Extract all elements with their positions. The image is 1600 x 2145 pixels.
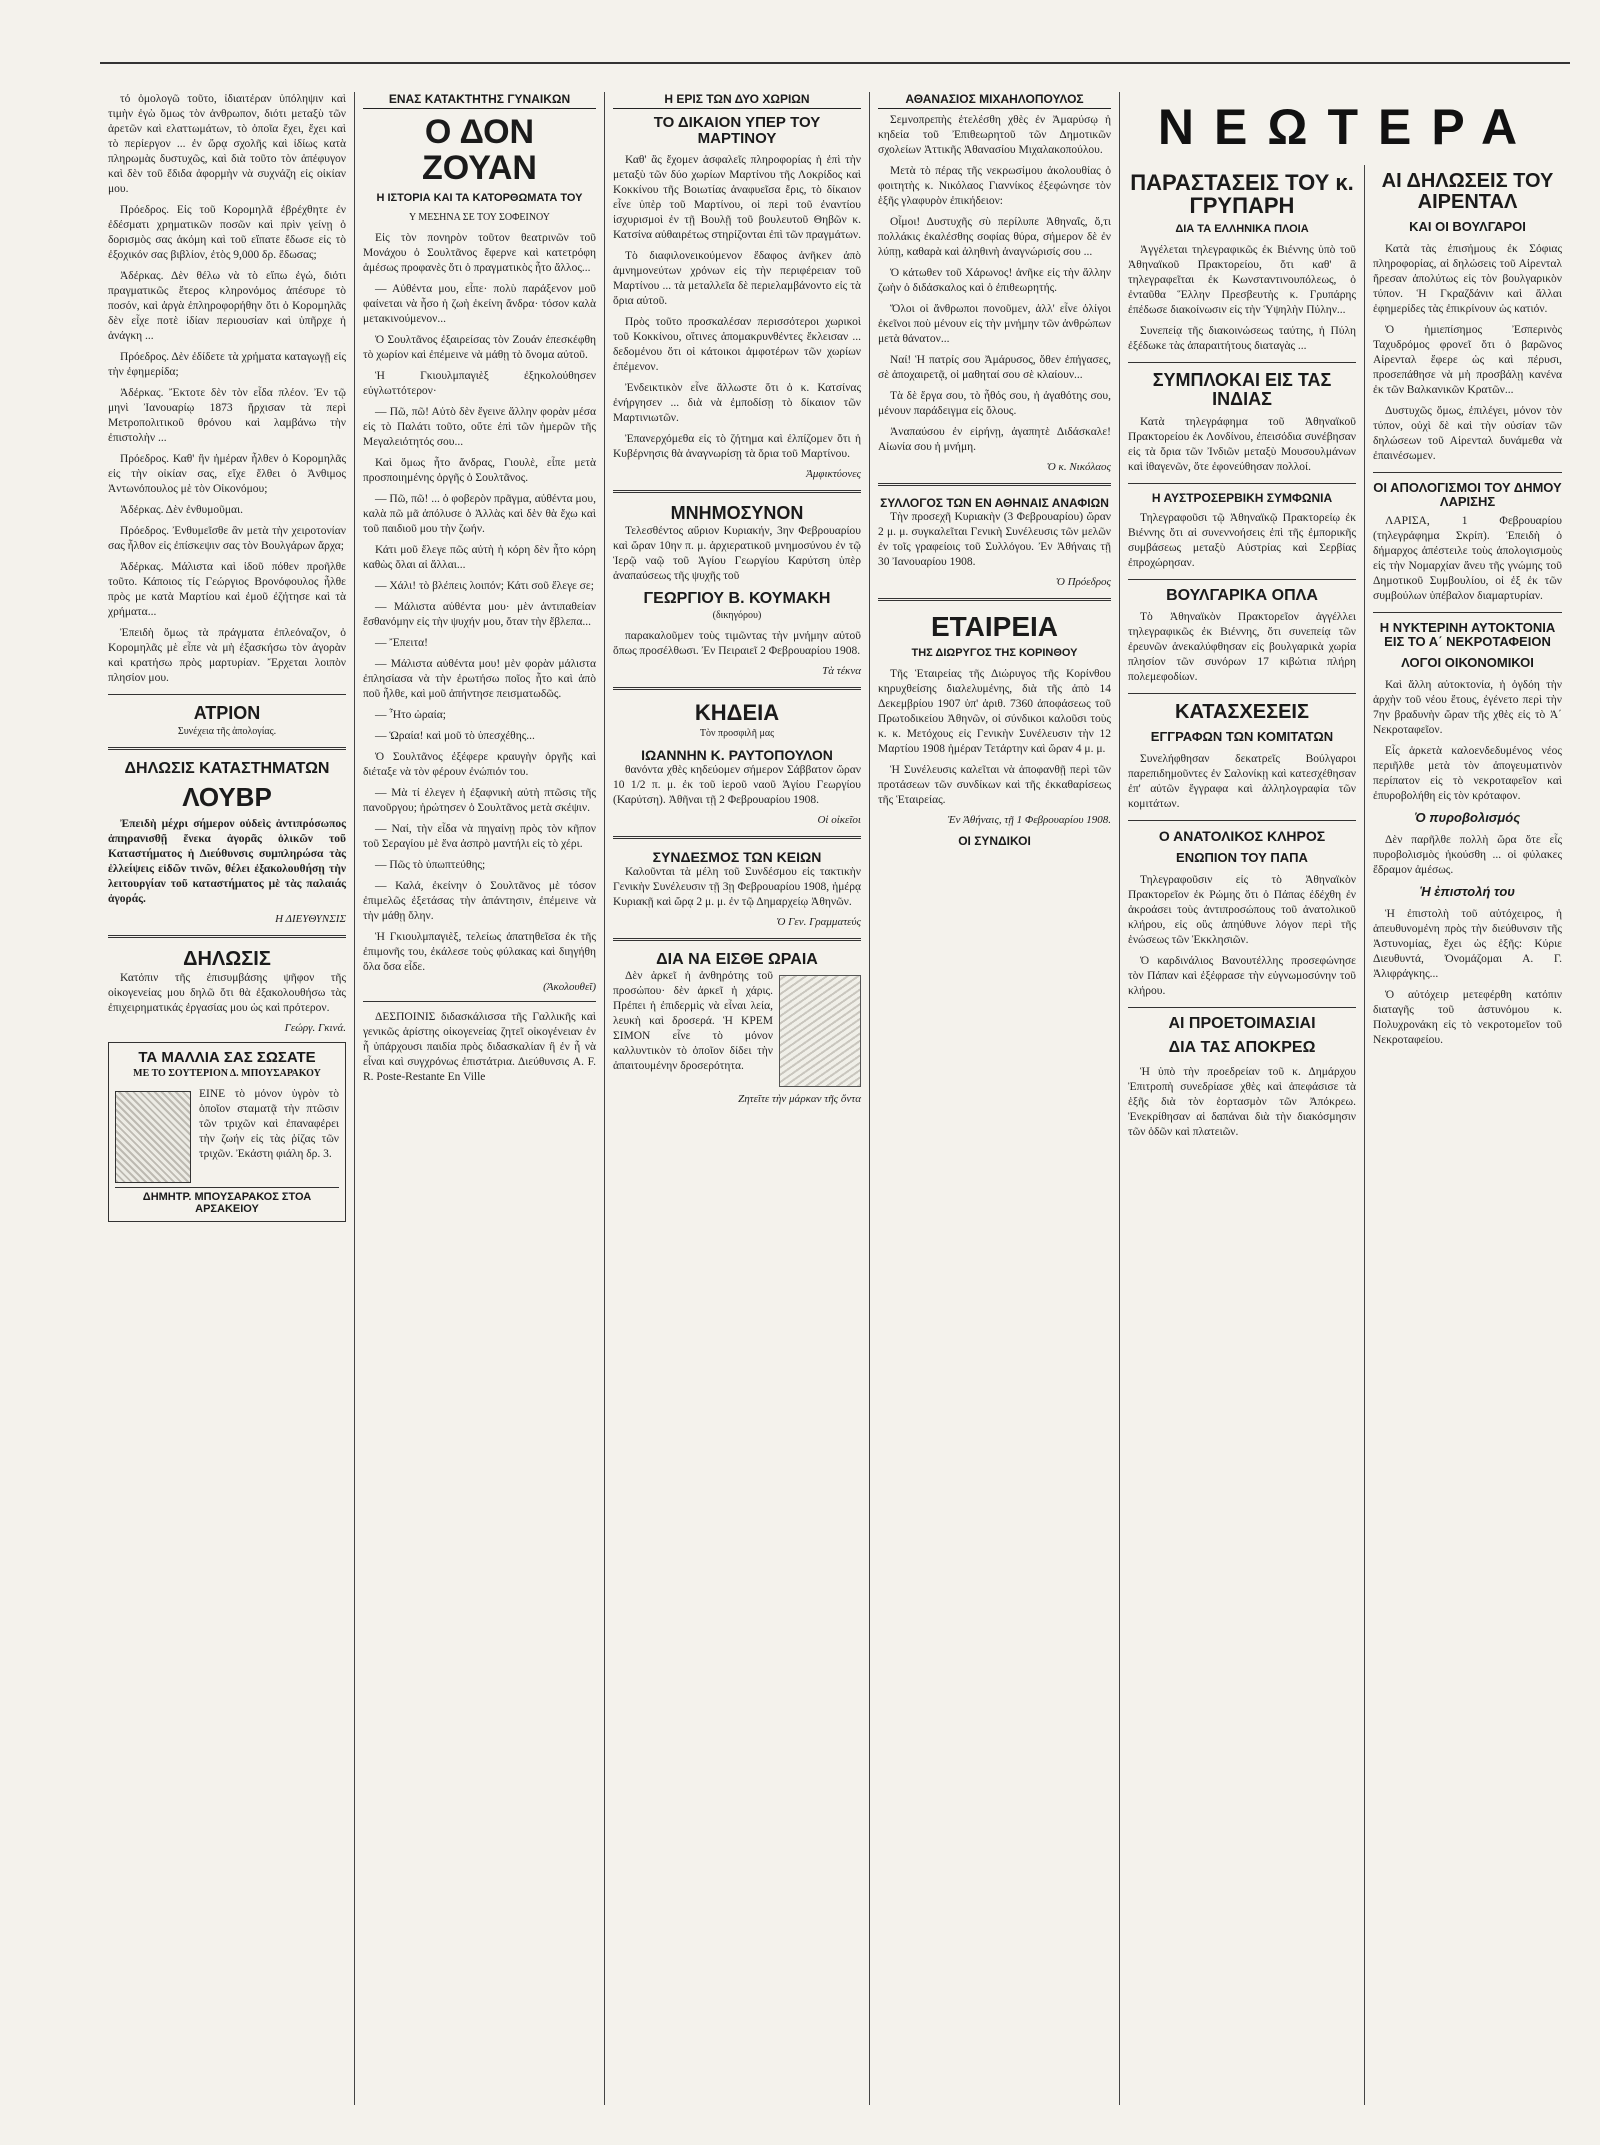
- col1-paragraph: Πρόεδρος. Δὲν ἐδίδετε τὰ χρήματα καταγωγῇ εἰς τὴν ἐφημερίδα;: [108, 351, 346, 378]
- article-title: ΑΙ ΔΗΛΩΣΕΙΣ ΤΟΥ ΑΙΡΕΝΤΑΛ: [1381, 170, 1554, 213]
- louvre-ad-text: Ἐπειδὴ μέχρι σήμερον οὐδεὶς ἀντιπρόσωπος ἀπηρανισθῇ ἕνεκα ἀγορᾶς ὁλικῶν τοῦ Καταστήματος ἡ Διεύθυνσις συμπληρώσα τὰς ἐλλείψεις εἰδῶν τινῶν, θέλει ἐξακολουθήσῃ τὴν λειτουργίαν τοῦ καταστήματος μὲ τὰς παλαιάς ἀγοράς.: [108, 818, 346, 905]
- memorial-role: (δικηγόρου): [712, 609, 762, 621]
- col1-paragraph: Ἐπειδὴ ὅμως τὰ πράγματα ἐπλεόναζον, ὁ Κορομηλᾶς μὲ εἶπε νὰ μὴ ἐξασκήσω τὸν ἀγορὰν καὶ κρατήσω πρὸς μαρτυρίαν. Ἔρχεται λοιπὸν πλησίον μου.: [108, 627, 346, 684]
- hair-ad-footer: ΔΗΜΗΤΡ. ΜΠΟΥΣΑΡΑΚΟΣ ΣΤΟΑ ΑΡΣΑΚΕΙΟΥ: [115, 1187, 339, 1215]
- col3-paragraph: Ἐνδεικτικὸν εἶνε ἄλλωστε ὅτι ὁ κ. Κατσίνας ἐνήργησεν ... διὰ νὰ ἐμποδίσῃ τὸ δίκαιον τῶν Μαρτινιωτῶν.: [613, 381, 861, 424]
- col2-paragraph: — Αὐθέντα μου, εἶπε· πολὺ παράξενον μοῦ φαίνεται νὰ ἦσο ἡ ζωὴ ἐκείνη ἄνδρα· τόσον καλὰ μετακινούμενον...: [363, 283, 596, 326]
- beauty-ad-text: Δὲν ἀρκεῖ ἡ ἀνθηρότης τοῦ προσώπου· δὲν ἀρκεῖ ἡ χάρις. Πρέπει ἡ ἐπιδερμὶς νὰ εἶναι λεία, λευκὴ καὶ δροσερά. Ἡ ΚΡΕΜ ΣΙΜΟΝ εἶνε τὸ μόνον καλλυντικὸν τὸ ὁποῖον δίδει τὴν ἀπαιτουμένην δροσερότητα.: [613, 969, 773, 1072]
- atrion-sub: Συνέχεια τῆς ἀπολογίας.: [177, 726, 277, 737]
- portrait-illustration: [115, 1091, 191, 1183]
- divider: [1128, 483, 1356, 484]
- col5-paragraph: Συνεπείᾳ τῆς διακοινώσεως ταύτης, ἡ Πύλη ἐξέδωκε τὰς ἀπαραιτήτους διαταγὰς ...: [1128, 325, 1356, 353]
- continued-note: (Ἀκολουθεῖ): [543, 981, 596, 994]
- col2-paragraph: — Ἔπειτα!: [375, 637, 428, 650]
- column-4: [870, 92, 1120, 2105]
- col2-paragraph: — Ἦτο ὡραία;: [375, 709, 446, 722]
- article-title: Ο ΔΟΝ ΖΟΥΑΝ: [422, 113, 537, 187]
- article-subtitle: ΛΟΓΟΙ ΟΙΚΟΝΟΜΙΚΟΙ: [1401, 654, 1534, 670]
- article-title: ΣΥΜΠΛΟΚΑΙ ΕΙΣ ΤΑΣ ΙΝΔΙΑΣ: [1152, 370, 1332, 410]
- article-subtitle: ΔΙΑ ΤΑ ΕΛΛΗΝΙΚΑ ΠΛΟΙΑ: [1175, 223, 1309, 236]
- company-text: Ἡ Συνέλευσις καλεῖται νὰ ἀποφανθῇ περὶ τῶν προτάσεων τῶν συνδίκων καὶ τῆς ἐκκαθαρίσεως τῆς Ἑταιρείας.: [878, 764, 1111, 806]
- col1-paragraph: Πρόεδρος. Ἐνθυμεῖσθε ἂν μετὰ τὴν χειροτονίαν σας ἦλθον εἰς ἐπίσκεψιν σας τὸν Βουλγάρων ἄρχα;: [108, 525, 346, 552]
- col3-paragraph: Ἐπανερχόμεθα εἰς τὸ ζήτημα καὶ ἐλπίζομεν ὅτι ἡ Κυβέρνησις θὰ ἀναγνωρίσῃ τὰ ὅρια τοῦ Μαρτίνου.: [613, 432, 861, 460]
- col2-paragraph: Καὶ ὅμως ἦτο ἄνδρας, Γιουλὲ, εἶπε μετὰ προσποιημένης ὀργῆς ὁ Σουλτᾶνος.: [363, 457, 596, 485]
- column-1: [100, 92, 355, 2105]
- dilosis-signature: Γεώργ. Γκινά.: [284, 1022, 346, 1034]
- col6-paragraph: Δυστυχῶς ὅμως, ἐπιλέγει, μόνον τὸν τύπον, οὐχὶ δὲ καὶ τὴν οὐσίαν τῶν δηλώσεων τοῦ Αἰρενταλ δυνάμεθα νὰ ἐπαινέσωμεν.: [1373, 405, 1562, 462]
- association-text: Τὴν προσεχῆ Κυριακὴν (3 Φεβρουαρίου) ὥραν 2 μ. μ. συγκαλεῖται Γενικὴ Συνέλευσις τῶν μελῶν ἐν τοῖς γραφείοις τοῦ Συλλόγου. Ἐν Ἀθήναις τῇ 30 Ἰανουαρίου 1908.: [878, 511, 1111, 568]
- divider: [878, 483, 1111, 486]
- article-title: ΚΑΤΑΣΧΕΣΕΙΣ: [1175, 701, 1309, 724]
- company-date: Ἐν Ἀθήναις, τῇ 1 Φεβρουαρίου 1908.: [947, 814, 1111, 826]
- dilosis-title: ΔΗΛΩΣΙΣ: [183, 948, 271, 970]
- col2-paragraph: Ὁ Σουλτᾶνος ἐξέφερε κραυγὴν ὀργῆς καὶ διέταξε νὰ τὸν φέρουν ἐνώπιόν του.: [363, 751, 596, 779]
- memorial-text: Τελεσθέντος αὔριον Κυριακήν, 3ην Φεβρουαρίου καὶ ὥραν 10ην π. μ. ἀρχιερατικοῦ μνημοσύνου ἐν τῷ Ἱερῷ ναῷ τοῦ Ἁγίου Γεωργίου Καρύτση ὑπὲρ ἀναπαύσεως τῆς ψυχῆς τοῦ: [613, 524, 861, 582]
- divider: [1128, 362, 1356, 363]
- article-title: ΟΙ ΑΠΟΛΟΓΙΣΜΟΙ ΤΟΥ ΔΗΜΟΥ ΛΑΡΙΣΗΣ: [1373, 480, 1562, 509]
- hair-ad-text: ΕΙΝΕ τὸ μόνον ὑγρὸν τὸ ὁποῖον σταματᾷ τὴν πτῶσιν τῶν τριχῶν καὶ ἐπαναφέρει τὴν ζωήν εἰς τὰς ῥίζας τῶν τριχῶν. Ἐκάστη φιάλη δρ. 3.: [199, 1088, 339, 1160]
- col6-paragraph: Καὶ ἄλλη αὐτοκτονία, ἡ ὀγδόη τὴν ἀρχὴν τοῦ νέου ἔτους, ἐγένετο περὶ τὴν 7ην βραδυνὴν ὥραν τῆς χθὲς εἰς τὸ Ἀ΄ Νεκροταφεῖον.: [1373, 678, 1562, 736]
- article-title: Η ΝΥΚΤΕΡΙΝΗ ΑΥΤΟΚΤΟΝΙΑ ΕΙΣ ΤΟ Α΄ ΝΕΚΡΟΤΑΦΕΙΟΝ: [1379, 620, 1556, 649]
- article-kicker: Η ΕΡΙΣ ΤΩΝ ΔΥΟ ΧΩΡΙΩΝ: [613, 92, 861, 109]
- col3-paragraph: Καθ' ἃς ἔχομεν ἀσφαλεῖς πληροφορίας ἡ ἐπὶ τὴν μεταξὺ τῶν δύο χωρίων Μαρτίνου τῆς Λοκρίδος καὶ Κοκκίνου τῆς Βοιωτίας ἀναφυεῖσα ἔρις, τὸ δίκαιον εἶνε ὑπὲρ τοῦ Μαρτίνου, οἱ περὶ τοῦ ἐναντίου ἰσχυρισμοὶ ἐν τῇ Βουλῇ τοῦ βουλευτοῦ Θηβῶν κ. Κατσίνα αὐθαιρέτως στηρίζονται ἐπὶ τῶν πραγμάτων.: [613, 153, 861, 241]
- article-subtitle: ΚΑΙ ΟΙ ΒΟΥΛΓΑΡΟΙ: [1409, 219, 1526, 234]
- funeral-title: ΚΗΔΕΙΑ: [694, 699, 780, 725]
- society-signature: Ὁ Γεν. Γραμματεύς: [776, 915, 861, 928]
- divider: [108, 694, 346, 695]
- divider: [1128, 579, 1356, 580]
- louvre-ad-name: ΛΟΥΒΡ: [182, 782, 272, 812]
- article-title: ΠΑΡΑΣΤΑΣΕΙΣ ΤΟΥ κ. ΓΡΥΠΑΡΗ: [1130, 170, 1354, 219]
- divider: [878, 598, 1111, 601]
- col2-paragraph: — Καλά, ἐκείνην ὁ Σουλτᾶνος μὲ τόσον ἐπιμελῶς ἐξετάσας τὴν ἀπάντησιν, ἐπέμεινε νὰ τὴν μάθῃ ὅλην.: [363, 880, 596, 923]
- article-subtitle: ΔΙΑ ΤΑΣ ΑΠΟΚΡΕΩ: [1168, 1038, 1316, 1056]
- col5-paragraph: Τηλεγραφοῦσι τῷ Ἀθηναϊκῷ Πρακτορείῳ ἐκ Βιέννης ὅτι αἱ συνεννοήσεις ἐπὶ τῆς ἐμπορικῆς συμβάσεως μεταξὺ Αὐστρίας καὶ Σερβίας ἐπροχώρησαν.: [1128, 511, 1356, 569]
- divider: [1373, 612, 1562, 613]
- col2-paragraph: Ἡ Γκιουλμπαγιὲξ ἐξηκολούθησεν εὐγλωττότερον·: [363, 370, 596, 398]
- column-6: [1365, 165, 1570, 2105]
- classified-ad: ΔΕΣΠΟΙΝΙΣ διδασκάλισσα τῆς Γαλλικῆς καὶ γενικῶς ἀρίστης οἰκογενείας ζητεῖ οἰκογένειαν ἐν ἧ ὑπάρχουσι παιδία πρὸς διδασκαλίαν ἢ ἐν ἧ νὰ εἶναι καὶ συγχρόνως ἐπιστάτρια. Διεύθυνσις A. F. R. Poste-Restante En Ville: [363, 1011, 596, 1084]
- col2-paragraph: Ὁ Σουλτᾶνος ἐξαιρείσας τὸν Ζουάν ἐπεσκέφθη τὸ χωρίον καὶ ἐπέμεινε νὰ μάθῃ τὸ ὄνομα αὐτοῦ.: [363, 334, 596, 362]
- col2-paragraph: Ἡ Γκιουλμπαγιὲξ, τελείως ἀπατηθεῖσα ἐκ τῆς ἐπιμονῆς του, ἐκάλεσε τοὺς φύλακας καὶ διηγήθη ὅλα ὅσα εἶδε.: [363, 931, 596, 974]
- article-subtitle: ΕΝΩΠΙΟΝ ΤΟΥ ΠΑΠΑ: [1176, 850, 1308, 866]
- hair-ad-sub: ΜΕ ΤΟ ΣΟΥΤΕΡΙΟΝ Δ. ΜΠΟΥΣΑΡΑΚΟΥ: [133, 1068, 321, 1079]
- section-masthead: ΝΕΩΤΕΡΑ: [1157, 99, 1538, 155]
- col3-paragraph: Τὸ διαφιλονεικούμενον ἔδαφος ἀνῆκεν ἀπὸ ἀμνημονεύτων χρόνων εἰς τὴν περιφέρειαν τοῦ Μαρτίνου ... τὰ μεταλλεῖα δὲ περιελαμβάνοντο εἰς τὰ ὅρια αὐτοῦ.: [613, 249, 861, 307]
- col1-paragraph: Ἀδέρκας. Μάλιστα καὶ ἰδοῦ πόθεν προῆλθε τοῦτο. Κάποιος τίς Γεώργιος Βρονόφουλος ἦλθε πρὸς με κατὰ Μαρτίου καὶ ἐμοῦ ἐζήτησε καὶ τὰ χρήματα...: [108, 561, 346, 618]
- funeral-signature: Οἱ οἰκεῖοι: [817, 813, 861, 826]
- article-title: ΤΟ ΔΙΚΑΙΟΝ ΥΠΕΡ ΤΟΥ ΜΑΡΤΙΝΟΥ: [653, 114, 821, 147]
- article-subtitle: Η ΙΣΤΟΡΙΑ ΚΑΙ ΤΑ ΚΑΤΟΡΘΩΜΑΤΑ ΤΟΥ: [376, 192, 583, 205]
- col4-paragraph: Μετὰ τὸ πέρας τῆς νεκρωσίμου ἀκολουθίας ὁ φοιτητὴς κ. Νικόλαος Γιαννίκος ἐξεφώνησε τὸν ἑξῆς γλαφυρὸν ἐπικήδειον:: [878, 165, 1111, 207]
- article-title: ΑΙ ΠΡΟΕΤΟΙΜΑΣΙΑΙ: [1168, 1015, 1316, 1033]
- section-heading: Ὁ πυροβολισμός: [1414, 809, 1521, 825]
- col2-paragraph: — Χάλι! τὸ βλέπεις λοιπόν; Κάτι σοῦ ἔλεγε σε;: [375, 580, 594, 593]
- divider: [363, 1001, 596, 1002]
- col6-paragraph: ΛΑΡΙΣΑ, 1 Φεβρουαρίου (τηλεγράφημα Σκρίπ). Ἐπειδὴ ὁ δήμαρχος ἀπέστειλε τοὺς ἀπολογισμοὺς εἰς τὴν Νομαρχίαν ἄνευ τῆς γνώμης τοῦ Δημοτικοῦ Συμβουλίου, οἱ ἐξ ἐκ τῶν συμβούλων ὑπέβαλον διαμαρτυρίαν.: [1373, 515, 1562, 603]
- company-subtitle: ΤΗΣ ΔΙΩΡΥΓΟΣ ΤΗΣ ΚΟΡΙΝΘΟΥ: [911, 647, 1078, 659]
- hair-ad: [108, 1042, 346, 1222]
- article-title: ΒΟΥΛΓΑΡΙΚΑ ΟΠΛΑ: [1166, 586, 1318, 604]
- divider: [613, 938, 861, 941]
- col1-paragraph: τό ὁμολογῶ τοῦτο, ἰδιαιτέραν ὑπόληψιν καὶ τιμὴν ἐγὼ ὅμως τὸν ἀνθρωπον, διότι μεταξὺ τῶν ἀρετῶν καὶ ελαττωμάτων, τὸ ὁποῖα ἔχει, ἔχει καὶ τὸ περίεργον ... ἐν ὥρᾳ σχολῆς καὶ ἰδίως κατὰ πληρωμὰς δυστυχῶς, καὶ διὰ τοῦτο τὸν ἀπέφυγον καὶ δὲν τοῦ ἔδιδα ἀφορμὴν νὰ συχνάζη εἰς οἰκίαν μου.: [108, 93, 346, 195]
- beauty-ad-title: ΔΙΑ ΝΑ ΕΙΣΘΕ ΩΡΑΙΑ: [656, 950, 818, 968]
- divider: [613, 490, 861, 493]
- memorial-signature: Τὰ τέκνα: [822, 664, 861, 677]
- col1-paragraph: Ἀδέρκας. Δὲν ἐνθυμοῦμαι.: [120, 504, 243, 516]
- col4-paragraph: Τὰ δὲ ἔργα σου, τὸ ἦθός σου, ἡ ἀγαθότης σου, μένουν παράδειγμα εἰς ὅλους.: [878, 390, 1111, 417]
- louvre-ad-title: ΔΗΛΩΣΙΣ ΚΑΤΑΣΤΗΜΑΤΩΝ: [124, 760, 330, 777]
- article-signature: Ἀμφικτύονες: [806, 467, 861, 480]
- divider: [613, 687, 861, 690]
- divider: [1128, 1007, 1356, 1008]
- col4-paragraph: Ὁ κάτωθεν τοῦ Χάρωνος! ἀνῆκε εἰς τὴν ἄλλην ζωὴν ὁ διδάσκαλος καὶ ὁ ἐπιθεωρητής.: [878, 267, 1111, 294]
- divider: [1373, 472, 1562, 473]
- col1-paragraph: Ἀδέρκας. Ἔκτοτε δὲν τὸν εἶδα πλέον. Ἐν τῷ μηνὶ Ἰανουαρίῳ 1873 ἤρχισαν τὰ περὶ Μετροπολιτικοῦ θρόνου καὶ λαμβάνω τὴν ἐπιστολὴν ...: [108, 387, 346, 444]
- article-subtitle: ΕΓΓΡΑΦΩΝ ΤΩΝ ΚΟΜΙΤΑΤΩΝ: [1150, 729, 1334, 745]
- col6-paragraph: Ὁ αὐτόχειρ μετεφέρθη κατόπιν διαταγῆς τοῦ ἀστυνόμου κ. Πολυχρονάκη εἰς τὸ νεκροτομεῖον τοῦ Νεκροταφείου.: [1373, 988, 1562, 1046]
- col2-paragraph: — Ὡραία! καὶ μοῦ τὸ ὑπεσχέθης...: [375, 730, 535, 743]
- col3-paragraph: Πρὸς τοῦτο προσκαλέσαν περισσότεροι χωρικοὶ τοῦ Κοκκίνου, οἵτινες ἀπομακρυνθέντες ἔκλεισαν ... δεδομένου ὅτι οἱ κάτοικοι ἀμφοτέρων τῶν χωρίων ἐπέμενον.: [613, 315, 861, 373]
- column-2: [355, 92, 605, 2105]
- col5-paragraph: Ἡ ὑπὸ τὴν προεδρείαν τοῦ κ. Δημάρχου Ἐπιτροπὴ συνεδρίασε χθὲς καὶ ἀπεφάσισε τὰ ἑξῆς διὰ τὸν ἑορτασμὸν τῶν Ἀπόκρεω. Ἐνεκρίθησαν αἱ δαπάναι διὰ τὴν διακόσμησιν τῶν ὁδῶν καὶ πλατειῶν.: [1128, 1065, 1356, 1138]
- funeral-name: ΙΩΑΝΝΗΝ Κ. ΡΑΥΤΟΠΟΥΛΟΝ: [641, 746, 833, 763]
- divider: [108, 935, 346, 938]
- col1-paragraph: Ἀδέρκας. Δὲν θέλω νὰ τὸ εἴπω ἐγώ, διότι πραγματικῶς ἔτερος κληρονόμος ἀπέσυρε τὸ ποσόν, καὶ ἀργὰ ἐπληροφορήθην ὅτι ὁ Κορομηλᾶς δὲν εἶχε ποτὲ ἰδίαν περιουσίαν καὶ ὑπῆρχε ἡ ἀνάγκη ...: [108, 270, 346, 342]
- col2-paragraph: — Ναί, τὴν εἶδα νὰ πηγαίνῃ πρὸς τὸν κῆπον τοῦ Σεραγίου μὲ ἕνα ἀσπρὸ μαντήλι εἰς τὸ χέρι.: [363, 823, 596, 851]
- col2-paragraph: Κάτι μοῦ ἔλεγε πῶς αὐτὴ ἡ κόρη δὲν ἦτο κόρη καθὼς ὅλαι αἱ ἄλλαι...: [363, 544, 596, 572]
- company-title: ΕΤΑΙΡΕΙΑ: [930, 611, 1059, 642]
- divider: [1128, 820, 1356, 821]
- article-title: Ο ΑΝΑΤΟΛΙΚΟΣ ΚΛΗΡΟΣ: [1158, 828, 1326, 845]
- col6-paragraph: Εἷς ἀρκετὰ καλοενδεδυμένος νέος περιῆλθε μετὰ τὸν ἀπογευματινὸν περίπατον εἰς τὸ νεκροταφεῖον καὶ ἐπυροβολήθη εἰς τὸν κρόταφον.: [1373, 744, 1562, 802]
- company-signature: ΟΙ ΣΥΝΔΙΚΟΙ: [958, 834, 1031, 848]
- col4-paragraph: Ὅλοι οἱ ἄνθρωποι πονοῦμεν, ἀλλ' εἶνε ὀλίγοι ἐκεῖνοι ποὺ μένουν εἰς τὴν μνήμην τῶν ἀνθρώπων μετὰ θάνατον...: [878, 303, 1111, 345]
- col2-paragraph: — Μὰ τί ἐλεγεν ἡ ἐξαφνικὴ αὐτὴ πτῶσις τῆς πανοῦργου; ἠρώτησεν ὁ Σουλτᾶνος μετὰ σκέψιν.: [363, 787, 596, 815]
- col2-paragraph: Εἰς τὸν πονηρὸν τοῦτον θεατρινῶν τοῦ Μονάχου ὁ Σουλτᾶνος ἔφερνε καὶ κατετρόφη ἀμέσως προφανὲς ὅτι ὁ πραγματικὸς ἦτο ἄλλος...: [363, 232, 596, 275]
- association-signature: Ὁ Πρόεδρος: [1055, 576, 1111, 588]
- col5-paragraph: Τηλεγραφοῦσιν εἰς τὸ Ἀθηναϊκὸν Πρακτορεῖον ἐκ Ρώμης ὅτι ὁ Πάπας ἐδέχθη ἐν ἀκροάσει τοὺς ἀντιπροσώπους τοῦ ἀνατολικοῦ κλήρου, εἰς οὓς ἀπηύθυνε λόγον περὶ τῆς ἑνώσεως τῶν Ἐκκλησιῶν.: [1128, 874, 1356, 947]
- company-text: Τῆς Ἑταιρείας τῆς Διώρυγος τῆς Κορίνθου κηρυχθείσης διαλελυμένης, διὰ τῆς ἀπὸ 14 Δεκεμβρίου 1907 ὑπ' ἀριθ. 7360 ἀποφάσεως τοῦ Πρωτοδικείου Ἀθηνῶν, οἱ σύνδικοι καλοῦσι τοὺς κ. κ. Μετόχους εἰς Γενικὴν Συνέλευσιν τὴν 12 Μαρτίου 1908 ἡμέραν Τετάρτην καὶ ὥραν 4 μ. μ.: [878, 668, 1111, 755]
- col4-paragraph: Οἶμοι! Δυστυχῆς σὺ περίλυπε Ἀθηναΐς, ὅ,τι πολλάκις ἐκαλέσθης σοφίας θύρα, σήμερον δὲ ἐν λύπῃ, καθαρὰ καὶ ἀληθινὴ ἀναγνώρισίς σου ...: [878, 216, 1111, 258]
- col4-paragraph: Σεμνοπρεπὴς ἐτελέσθη χθὲς ἐν Ἀμαρύσῳ ἡ κηδεία τοῦ Ἐπιθεωρητοῦ τῶν Δημοτικῶν σχολείων Ἀττικῆς Ἀθανασίου Μιχαλακοπούλου.: [878, 114, 1111, 156]
- figure-illustration: [779, 975, 861, 1087]
- col1-paragraph: Πρόεδρος. Εἰς τοῦ Κορομηλᾶ ἐβρέχθητε ἐν ἐδέσματι χρηματικῶν ποσῶν καὶ πρὶν γείνῃ ὁ δορισμὸς σας ἀκόμη καὶ τοῦ εἴπατε ἔδωσε εἰς τὸ ἐξοχικόν σας βιβλίον, ἐτὸς 9,000 δρ. ἔδωσας;: [108, 204, 346, 261]
- memorial-text: παρακαλοῦμεν τοὺς τιμῶντας τὴν μνήμην αὐτοῦ ὅπως προσέλθωσι. Ἐν Πειραιεῖ 2 Φεβρουαρίου 1908.: [613, 629, 861, 657]
- louvre-ad-signature: Η ΔΙΕΥΘΥΝΣΙΣ: [275, 913, 346, 925]
- section-heading: Ἡ ἐπιστολή του: [1420, 883, 1515, 899]
- dilosis-text: Κατόπιν τῆς ἐπισυμβάσης ψῆφον τῆς οἰκογενείας μου δηλῶ ὅτι θὰ ἐξακολουθήσω τὰς ἐπιχειρηματικάς ἐργασίας μου ὡς καὶ πρότερον.: [108, 972, 346, 1014]
- association-title: ΣΥΛΛΟΓΟΣ ΤΩΝ ΕΝ ΑΘΗΝΑΙΣ ΑΝΑΦΙΩΝ: [880, 496, 1109, 510]
- hair-ad-title: ΤΑ ΜΑΛΛΙΑ ΣΑΣ ΣΩΣΑΤΕ: [138, 1049, 316, 1066]
- col2-paragraph: — Μάλιστα αὐθέντα μου· μὲν ἀντιπαθείαν ἔσθανόμην εἰς τὴν ψυχήν μου, ὅταν τὴν ἔβλεπα...: [363, 601, 596, 629]
- divider: [108, 747, 346, 750]
- funeral-text: θανόντα χθὲς κηδεύομεν σήμερον Σάββατον ὥραν 10 1/2 π. μ. ἐκ τοῦ ἱεροῦ ναοῦ Ἁγίου Γεωργίου (Καρύτση). Ἀθῆναι τῇ 2 Φεβρουαρίου 1908.: [613, 763, 861, 806]
- col6-paragraph: Δὲν παρῆλθε πολλὴ ὥρα ὅτε εἷς πυροβολισμὸς ἠκούσθη ... οἱ φύλακες ἔδραμον ἀμέσως.: [1373, 833, 1562, 876]
- col2-paragraph: — Πῶ, πῶ! ... ὁ φοβερὸν πρᾶγμα, αὐθέντα μου, καλὰ πῶ μᾶ ἀπόλυσε ὁ Ἀλλὰς καὶ δὲν θὰ ἔχω καὶ τοῦ παιδιοῦ μου τὴν ζωήν.: [363, 493, 596, 536]
- col6-paragraph: Ἡ ἐπιστολὴ τοῦ αὐτόχειρος, ἡ ἀπευθυνομένη πρὸς τὴν διεύθυνσιν τῆς Ἀστυνομίας, ἔχει ὡς ἑξῆς: Κύριε Διευθυντά, Ὀνομάζομαι Α. Γ. Ἀλιφράγκης...: [1373, 907, 1562, 980]
- column-3: [605, 92, 870, 2105]
- article-signature: Ὁ κ. Νικόλαος: [1046, 461, 1111, 473]
- article-title: Η ΑΥΣΤΡΟΣΕΡΒΙΚΗ ΣΥΜΦΩΝΙΑ: [1151, 490, 1333, 505]
- article-byline: Υ ΜΕΣΗΝΑ ΣΕ ΤΟΥ ΣΟΦΕΙΝΟΥ: [409, 212, 550, 224]
- beauty-ad-footer: Ζητεῖτε τὴν μάρκαν τῆς ὄντα: [738, 1092, 861, 1105]
- society-title: ΣΥΝΔΕΣΜΟΣ ΤΩΝ ΚΕΙΩΝ: [652, 848, 822, 865]
- article-kicker: ΑΘΑΝΑΣΙΟΣ ΜΙΧΑΗΛΟΠΟΥΛΟΣ: [878, 92, 1111, 109]
- memorial-title: ΜΝΗΜΟΣΥΝΟΝ: [670, 502, 804, 523]
- col2-paragraph: — Πῶ, πῶ! Αὐτὸ δὲν ἔγεινε ἄλλην φορὰν μέσα εἰς τὸ Παλάτι τοῦτο, οὔτε ἐπὶ τῶν ἡμερῶν τῆς Μεγαλειότητός σου...: [363, 406, 596, 449]
- col2-paragraph: — Πῶς τὸ ὑπωπτεύθης;: [375, 859, 486, 872]
- col1-paragraph: Πρόεδρος. Καθ' ἣν ἡμέραν ἦλθεν ὁ Κορομηλᾶς εἰς τὴν οἰκίαν σας, εἴχε ἔλθει ὁ Ἀνθιμος Ἀντωνόπουλος μὲ τὸν Οἰκονόμου;: [108, 453, 346, 495]
- col5-paragraph: Ὁ καρδινάλιος Βανουτέλλης προσεφώνησε τὸν Πάπαν καὶ ἐξέφρασε τὴν εὐγνωμοσύνην τοῦ κλήρου.: [1128, 955, 1356, 998]
- col2-paragraph: — Μάλιστα αὐθέντα μου! μὲν φορὰν μάλιστα ἐπλησίασα νὰ τὴν ἐρωτήσω ποῖος ἦτο καὶ ἀπὸ ποῦ ἦλθε, καὶ μοῦ ἀπήντησε πεισματωδῶς.: [363, 658, 596, 701]
- col4-paragraph: Ναί! Ἡ πατρίς σου Ἀμάρυσος, ὅθεν ἐπήγασες, σὲ ἀποχαιρετᾷ, οἱ μαθηταί σου σὲ κλαίουν...: [878, 354, 1111, 381]
- column-5: [1120, 165, 1365, 2105]
- col6-paragraph: Κατὰ τὰς ἐπισήμους ἐκ Σόφιας πληροφορίας, αἱ δηλώσεις τοῦ Αἰρενταλ ἤρεσαν ἀπολύτως εἰς τὸν βουλγαρικὸν τύπον. Ἡ Γκραζδάνιν καὶ ἄλλαι ἐφημερίδες τὰς ἐπικρίνουν ὡς κατιόν.: [1373, 243, 1562, 315]
- col5-paragraph: Συνελήφθησαν δεκατρεῖς Βούλγαροι παρεπιδημοῦντες ἐν Σαλονίκῃ καὶ κατεσχέθησαν ἐπ' αὐτῶν ἔγγραφα καὶ ἀλληλογραφία τῶν κομιτάτων.: [1128, 753, 1356, 811]
- col4-paragraph: Ἀναπαύσου ἐν εἰρήνῃ, ἀγαπητὲ Διδάσκαλε! Αἰωνία σου ἡ μνήμη.: [878, 426, 1111, 453]
- col5-paragraph: Τὸ Ἀθηναϊκὸν Πρακτορεῖον ἀγγέλλει τηλεγραφικῶς ἐκ Βιέννης, ὅτι συνεπείᾳ τῶν ἐρευνῶν ἀνεκαλύφθησαν εἰς βουλγαρικὰ χωρία πλησίον τῶν συνόρων 17 κιβώτια πλήρη πολεμεφοδίων.: [1128, 611, 1356, 684]
- col6-paragraph: Ὁ ἡμιεπίσημος Ἐσπερινὸς Ταχυδρόμος φρονεῖ ὅτι ὁ βαρῶνος Αἰρενταλ ἔφερε ὡς καὶ πέρυσι, προσεπάθησε νὰ μὴ προσβάλῃ κανένα ἐκ τῶν Βαλκανικῶν Κρατῶν...: [1373, 324, 1562, 396]
- top-rule: [100, 62, 1570, 64]
- atrion-heading: ΑΤΡΙΟΝ: [193, 703, 261, 723]
- article-kicker: ΕΝΑΣ ΚΑΤΑΚΤΗΤΗΣ ΓΥΝΑΙΚΩΝ: [363, 92, 596, 109]
- divider: [613, 836, 861, 839]
- society-text: Καλοῦνται τὰ μέλη τοῦ Συνδέσμου εἰς τακτικὴν Γενικὴν Συνέλευσιν τῇ 3ῃ Φεβρουαρίου 1908, ἡμέρᾳ Κυριακῇ καὶ ὥρᾳ 2 μ. μ. ἐν τῷ Δημαρχείῳ Ἀθηνῶν.: [613, 865, 861, 908]
- col5-paragraph: Ἀγγέλεται τηλεγραφικῶς ἐκ Βιέννης ὑπὸ τοῦ Ἀθηναϊκοῦ Πρακτορείου, ὅτι καθ' ἃ τηλεγραφεῖται ἐκ Κωνσταντινουπόλεως, ὁ ἐνταῦθα Ἕλλην Πρεσβευτὴς κ. Γρυπάρης ἐπέδωσε διακοίνωσιν εἰς τὴν Ὑψηλὴν Πύλην...: [1128, 244, 1356, 317]
- memorial-name: ΓΕΩΡΓΙΟΥ Β. ΚΟΥΜΑΚΗ: [643, 589, 831, 607]
- funeral-intro: Τὸν προσφιλῆ μας: [699, 727, 775, 739]
- col5-paragraph: Κατὰ τηλεγράφημα τοῦ Ἀθηναϊκοῦ Πρακτορείου ἐκ Λονδίνου, ἐπεισόδια συνέβησαν εἰς τὰ ὅρια τῶν Ἰνδιῶν μεταξὺ Μουσουλμάνων καὶ ἰθαγενῶν, ὅτε ἐφονεύθησαν πολλοί.: [1128, 415, 1356, 473]
- divider: [1128, 693, 1356, 694]
